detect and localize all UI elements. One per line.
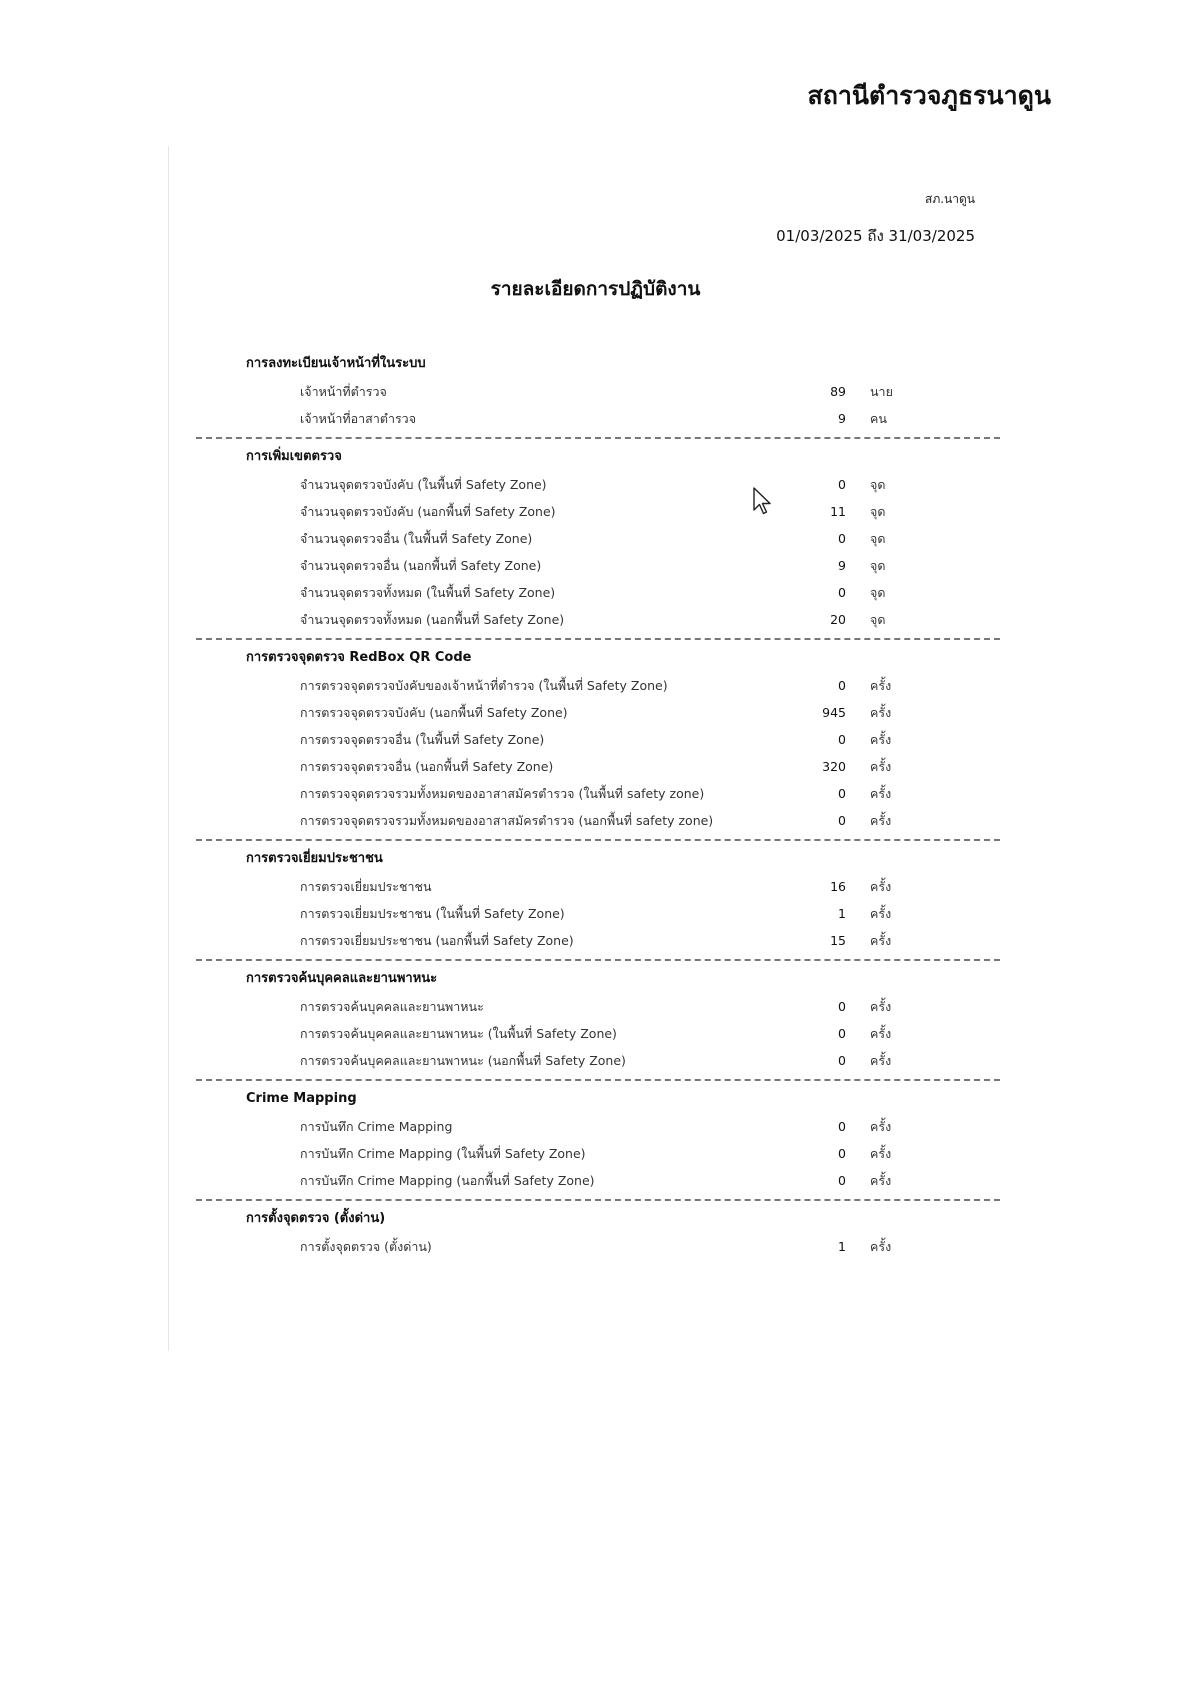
row-value: 9 [838,558,846,573]
row-unit: จุด [870,504,886,519]
section-title: การตรวจเยี่ยมประชาชน [246,851,383,866]
row-label: การตั้งจุดตรวจ (ตั้งด่าน) [300,1239,432,1254]
row-label: การตรวจจุดตรวจอื่น (ในพื้นที่ Safety Zone) [300,732,545,747]
row-unit: ครั้ง [870,1239,892,1254]
station-title: สถานีตำรวจภูธรนาดูน [807,81,1051,110]
report-row [196,1113,1000,1140]
row-label: การตรวจค้นบุคคลและยานพาหนะ (ในพื้นที่ Safety Zone) [300,1026,617,1041]
section-divider [196,839,1000,841]
report-section [196,1085,1000,1194]
row-unit: ครั้ง [870,999,892,1014]
row-label: การตรวจจุดตรวจบังคับของเจ้าหน้าที่ตำรวจ (ในพื้นที่ Safety Zone) [300,678,668,693]
row-value: 0 [838,1026,846,1041]
row-value: 20 [830,612,846,627]
row-unit: จุด [870,585,886,600]
report-row [196,579,1000,606]
row-label: การตรวจค้นบุคคลและยานพาหนะ [300,999,484,1014]
report-row [196,927,1000,954]
report-row [196,1167,1000,1194]
report-row [196,378,1000,405]
report-row [196,1233,1000,1260]
report-row [196,498,1000,525]
report-row [196,726,1000,753]
row-value: 0 [838,531,846,546]
row-label: จำนวนจุดตรวจบังคับ (นอกพื้นที่ Safety Zone) [300,504,556,519]
row-unit: ครั้ง [870,678,892,693]
row-unit: คน [870,411,887,426]
row-label: การบันทึก Crime Mapping (นอกพื้นที่ Safety Zone) [300,1173,595,1188]
section-title: การตรวจค้นบุคคลและยานพาหนะ [246,971,438,986]
row-label: จำนวนจุดตรวจอื่น (ในพื้นที่ Safety Zone) [300,531,533,546]
row-label: การตรวจจุดตรวจบังคับ (นอกพื้นที่ Safety Zone) [300,705,568,720]
report-row [196,471,1000,498]
row-value: 320 [822,759,846,774]
section-divider [196,1199,1000,1201]
report-row [196,993,1000,1020]
report-section [196,350,1000,432]
report-row [196,525,1000,552]
row-label: การตรวจจุดตรวจรวมทั้งหมดของอาสาสมัครตำรวจ (ในพื้นที่ safety zone) [300,786,705,801]
row-unit: ครั้ง [870,1173,892,1188]
row-value: 0 [838,1053,846,1068]
org-short-name: สภ.นาดูน [925,192,975,206]
row-unit: ครั้ง [870,906,892,921]
row-value: 945 [822,705,846,720]
report-row [196,699,1000,726]
row-unit: ครั้ง [870,813,892,828]
report-section [196,1205,1000,1260]
section-divider [196,437,1000,439]
report-row [196,807,1000,834]
row-unit: นาย [870,384,893,399]
row-unit: ครั้ง [870,732,892,747]
report-row [196,1020,1000,1047]
report-row [196,552,1000,579]
row-value: 0 [838,678,846,693]
row-value: 0 [838,813,846,828]
report-section [196,965,1000,1074]
mouse-pointer-icon [752,486,774,516]
row-unit: ครั้ง [870,786,892,801]
row-unit: จุด [870,477,886,492]
row-label: การบันทึก Crime Mapping (ในพื้นที่ Safety Zone) [300,1146,586,1161]
row-label: การบันทึก Crime Mapping [300,1119,453,1134]
row-value: 9 [838,411,846,426]
row-label: จำนวนจุดตรวจทั้งหมด (นอกพื้นที่ Safety Zone) [300,612,565,627]
report-body [196,350,1000,1260]
row-unit: ครั้ง [870,933,892,948]
row-label: การตรวจเยี่ยมประชาชน [300,879,432,894]
row-label: เจ้าหน้าที่อาสาตำรวจ [300,411,417,426]
section-title: การตรวจจุดตรวจ RedBox QR Code [246,650,472,665]
row-label: จำนวนจุดตรวจบังคับ (ในพื้นที่ Safety Zone) [300,477,547,492]
report-row [196,1140,1000,1167]
report-period: 01/03/2025 ถึง 31/03/2025 [776,227,975,245]
row-value: 1 [838,906,846,921]
row-label: การตรวจเยี่ยมประชาชน (นอกพื้นที่ Safety Zone) [300,933,574,948]
row-label: การตรวจจุดตรวจอื่น (นอกพื้นที่ Safety Zone) [300,759,554,774]
section-title: การลงทะเบียนเจ้าหน้าที่ในระบบ [246,356,426,371]
section-divider [196,638,1000,640]
row-label: จำนวนจุดตรวจทั้งหมด (ในพื้นที่ Safety Zone) [300,585,556,600]
row-unit: จุด [870,531,886,546]
row-label: เจ้าหน้าที่ตำรวจ [300,384,387,399]
row-label: การตรวจจุดตรวจรวมทั้งหมดของอาสาสมัครตำรวจ (นอกพื้นที่ safety zone) [300,813,714,828]
section-title: การเพิ่มเขตตรวจ [246,449,342,464]
report-row [196,753,1000,780]
row-value: 1 [838,1239,846,1254]
row-unit: จุด [870,558,886,573]
row-value: 89 [830,384,846,399]
row-value: 0 [838,477,846,492]
report-row [196,1047,1000,1074]
row-unit: ครั้ง [870,1146,892,1161]
row-value: 15 [830,933,846,948]
report-section [196,845,1000,954]
report-section [196,644,1000,834]
row-value: 16 [830,879,846,894]
row-label: การตรวจเยี่ยมประชาชน (ในพื้นที่ Safety Zone) [300,906,565,921]
report-section [196,443,1000,633]
row-unit: ครั้ง [870,1026,892,1041]
row-unit: ครั้ง [870,1053,892,1068]
row-unit: ครั้ง [870,705,892,720]
row-value: 0 [838,999,846,1014]
section-divider [196,1079,1000,1081]
row-unit: ครั้ง [870,879,892,894]
row-unit: ครั้ง [870,1119,892,1134]
row-value: 0 [838,1119,846,1134]
report-title: รายละเอียดการปฏิบัติงาน [490,278,701,300]
row-label: จำนวนจุดตรวจอื่น (นอกพื้นที่ Safety Zone) [300,558,542,573]
report-row [196,672,1000,699]
row-value: 0 [838,1146,846,1161]
row-value: 0 [838,786,846,801]
row-value: 0 [838,1173,846,1188]
section-title: การตั้งจุดตรวจ (ตั้งด่าน) [246,1211,386,1226]
report-row [196,873,1000,900]
report-row [196,780,1000,807]
section-divider [196,959,1000,961]
row-label: การตรวจค้นบุคคลและยานพาหนะ (นอกพื้นที่ Safety Zone) [300,1053,626,1068]
row-value: 11 [830,504,846,519]
row-value: 0 [838,585,846,600]
row-unit: ครั้ง [870,759,892,774]
row-unit: จุด [870,612,886,627]
report-row [196,900,1000,927]
section-title: Crime Mapping [246,1091,357,1106]
report-row [196,405,1000,432]
row-value: 0 [838,732,846,747]
report-row [196,606,1000,633]
